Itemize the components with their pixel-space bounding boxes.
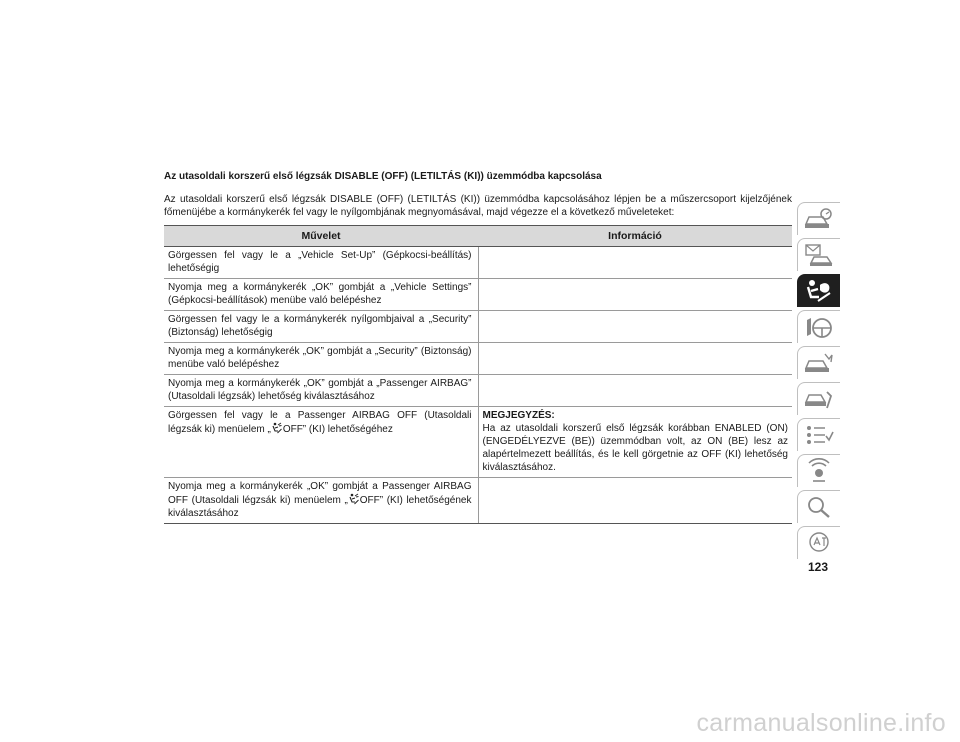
table-row <box>164 343 792 375</box>
chapter-tabs <box>797 202 840 562</box>
table-row <box>164 247 792 279</box>
page-number: 123 <box>807 560 829 574</box>
tab-airbag-seat[interactable] <box>797 274 840 307</box>
column-header-action: Művelet <box>164 226 478 247</box>
table-row <box>164 375 792 407</box>
tab-steering-wheel[interactable] <box>797 310 840 343</box>
tab-car-dashboard[interactable] <box>797 202 840 235</box>
action-text-start: Nyomja meg a kormánykerék „OK” gombját a Passenger AIRBAG OFF (Utasoldali légzsák ki) menüelem „ <box>168 481 472 506</box>
action-cell: Nyomja meg a kormánykerék „OK” gombját a „Vehicle Settings” (Gépkocsi-beállítások) menübe való belépéshez <box>164 279 478 311</box>
car-dashboard-icon <box>803 206 835 232</box>
tab-radio-signal[interactable] <box>797 454 840 487</box>
intro-paragraph: Az utasoldali korszerű első légzsák DISABLE (OFF) (LETILTÁS (KI)) üzemmódba kapcsolásához lépjen be a műszercsoport kijelzőjének főmenüjébe a kormánykerék fel vagy le nyílgombjának megnyomásával, majd végezze el a következő műveleteket: <box>164 194 792 218</box>
tab-language-index[interactable] <box>797 526 840 559</box>
car-service-icon <box>803 386 835 412</box>
envelope-car-icon <box>803 242 835 268</box>
info-cell <box>478 247 792 279</box>
action-cell: Görgessen fel vagy le a „Vehicle Set-Up” (Gépkocsi-beállítás) lehetőségig <box>164 247 478 279</box>
watermark: carmanualsonline.info <box>696 709 946 737</box>
info-cell <box>478 311 792 343</box>
magnifier-icon <box>803 494 835 520</box>
action-cell: Görgessen fel vagy le a kormánykerék nyílgombjaival a „Security” (Biztonság) lehetőségig <box>164 311 478 343</box>
tab-car-service[interactable] <box>797 382 840 415</box>
tab-car-crash[interactable] <box>797 346 840 379</box>
section-heading: Az utasoldali korszerű első légzsák DISABLE (OFF) (LETILTÁS (KI)) üzemmódba kapcsolása <box>164 171 602 182</box>
language-index-icon <box>803 530 835 556</box>
table-row <box>164 311 792 343</box>
tab-envelope-car[interactable] <box>797 238 840 271</box>
action-cell <box>164 478 478 524</box>
note-text: Ha az utasoldali korszerű első légzsák korábban ENABLED (ON) (ENGEDÉLYEZVE (BE)) üzemmódban volt, az ON (BE) lesz az alapértelmezett beállítás, és le kell görgetnie az OFF (KI) lehetőség kiválasztásához. <box>482 423 788 473</box>
info-cell <box>478 375 792 407</box>
operations-table <box>164 225 792 524</box>
info-cell <box>478 279 792 311</box>
radio-signal-icon <box>803 458 835 484</box>
action-cell: Nyomja meg a kormánykerék „OK” gombját a „Security” (Biztonság) menübe való belépéshez <box>164 343 478 375</box>
table-row <box>164 478 792 524</box>
action-cell: Nyomja meg a kormánykerék „OK” gombját a „Passenger AIRBAG” (Utasoldali légzsák) lehetőség kiválasztásához <box>164 375 478 407</box>
action-text-end: OFF” (KI) lehetőségéhez <box>282 424 393 435</box>
document-content <box>164 170 792 524</box>
airbag-seat-icon <box>803 278 835 304</box>
column-header-info: Információ <box>478 226 792 247</box>
table-header-row <box>164 226 792 247</box>
passenger-airbag-icon <box>272 422 282 434</box>
table-row <box>164 407 792 478</box>
car-crash-icon <box>803 350 835 376</box>
note-title: MEGJEGYZÉS: <box>482 410 555 421</box>
action-text-end: OFF” (KI) lehetőségének kiválasztásához <box>168 495 472 519</box>
passenger-airbag-icon <box>349 493 359 505</box>
tab-checklist[interactable] <box>797 418 840 451</box>
checklist-icon <box>803 422 835 448</box>
info-cell <box>478 343 792 375</box>
table-row <box>164 279 792 311</box>
steering-wheel-icon <box>803 314 835 340</box>
tab-magnifier[interactable] <box>797 490 840 523</box>
note-cell <box>478 407 792 478</box>
action-cell <box>164 407 478 478</box>
action-text-start: Görgessen fel vagy le a Passenger AIRBAG OFF (Utasoldali légzsák ki) menüelem „ <box>168 410 472 435</box>
info-cell <box>478 478 792 524</box>
